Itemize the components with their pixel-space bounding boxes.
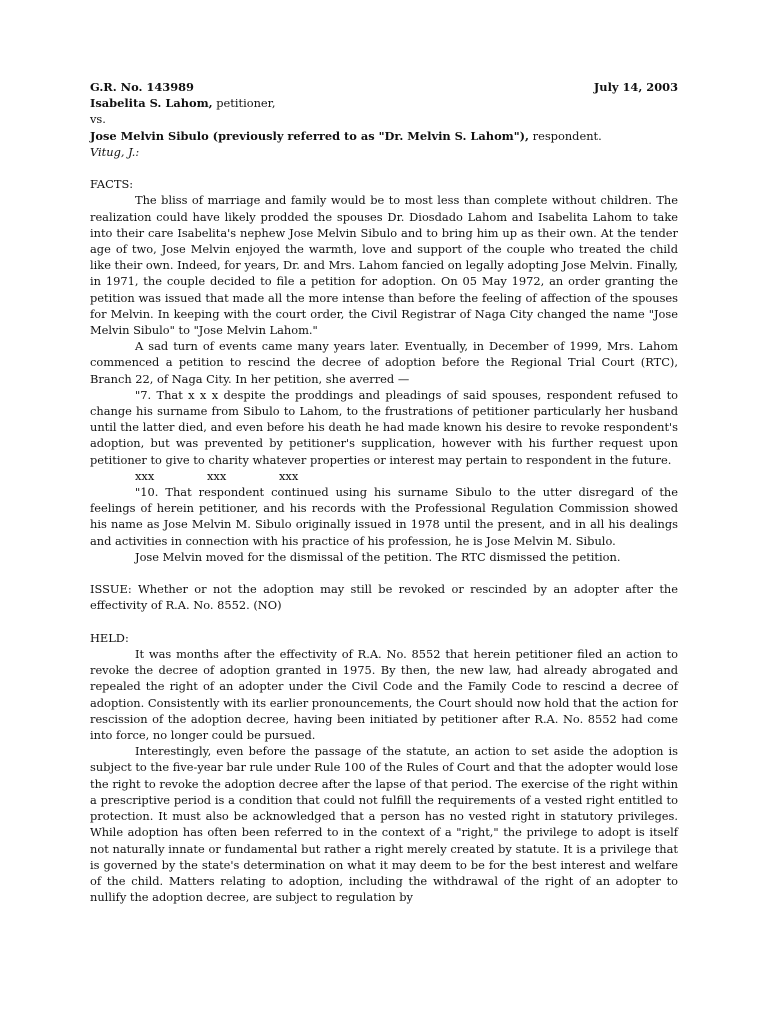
facts-paragraph: The bliss of marriage and family would be to most less than complete without children. The realization could have likely prodded the spouses Dr. Diosdado Lahom and Isabelita Lahom to take into their care Isabelita's nephew Jose Melvin Sibulo and to bring him up as their own. At the tender age of two, Jose Melvin enjoyed the warmth, love and support of the couple who treated the child like their own. Indeed, for years, Dr. and Mrs. Lahom fancied on legally adopting Jose Melvin. Finally, in 1971, the couple decided to file a petition for adoption. On 05 May 1972, an order granting the petition was issued that made all the more intense than before the feeling of affection of the spouses for Melvin. In keeping with the court order, the Civil Registrar of Naga City changed the name "Jose Melvin Sibulo" to "Jose Melvin Lahom." — [90, 193, 678, 338]
spacer — [90, 565, 678, 581]
held-heading: HELD: — [90, 630, 129, 645]
facts-quote-paragraph: "10. That respondent continued using his surname Sibulo to the utter disregard of the feelings of herein petitioner, and his records with the Professional Regulation Commission showed his name as Jose Melvin M. Sibulo originally issued in 1978 until the present, and in all his dealings and activities in connection with his practice of his profession, he is Jose Melvin M. Sibulo. — [90, 485, 678, 548]
respondent-name: Jose Melvin Sibulo (previously referred to as "Dr. Melvin S. Lahom"), — [90, 128, 530, 143]
decision-date: July 14, 2003 — [593, 80, 678, 94]
case-header-row — [90, 79, 678, 95]
facts-heading: FACTS: — [90, 177, 134, 192]
versus-line: vs. — [90, 112, 106, 127]
respondent-line — [90, 128, 678, 144]
facts-paragraph: A sad turn of events came many years later. Eventually, in December of 1999, Mrs. Lahom commenced a petition to rescind the decree of adoption before the Regional Trial Court (RTC), Branch 22, of Naga City. In her petition, she averred — — [90, 339, 678, 386]
spacer — [90, 614, 678, 630]
ellipsis-mark: xxx — [207, 468, 227, 483]
facts-quote-paragraph: "7. That x x x despite the proddings and pleadings of said spouses, respondent refused to change his surname from Sibulo to Lahom, to the frustrations of petitioner particularly her husband until the latter died, and even before his death he had made known his desire to revoke respondent's adoption, but was prevented by petitioner's supplication, however with his further request upon petitioner to give to charity whatever properties or interest may pertain to respondent in the future. — [90, 387, 678, 467]
ellipsis-mark: xxx — [279, 468, 299, 483]
ellipsis-row — [90, 468, 678, 484]
gr-number: G.R. No. 143989 — [90, 80, 194, 94]
facts-paragraph: Jose Melvin moved for the dismissal of the petition. The RTC dismissed the petition. — [135, 549, 621, 564]
ellipsis-mark: xxx — [135, 468, 155, 483]
respondent-role: respondent. — [529, 128, 602, 143]
petitioner-role: petitioner, — [212, 96, 276, 111]
spacer — [90, 160, 678, 176]
ponente: Vitug, J.: — [90, 144, 140, 159]
document-page — [90, 79, 678, 905]
petitioner-name: Isabelita S. Lahom, — [90, 96, 213, 111]
petitioner-line — [90, 95, 678, 111]
held-paragraph: Interestingly, even before the passage of the statute, an action to set aside the adoption is subject to the five-year bar rule under Rule 100 of the Rules of Court and that the adopter would lose the right to revoke the adoption decree after the lapse of that period. The exercise of the right within a prescriptive period is a condition that could not fulfill the requirements of a vested right entitled to protection. It must also be acknowledged that a person has no vested right in statutory privileges. While adoption has often been referred to in the context of a "right," the privilege to adopt is itself not naturally innate or fundamental but rather a right merely created by statute. It is a privilege that is governed by the state's determination on what it may deem to be for the best interest and welfare of the child. Matters relating to adoption, including the withdrawal of the right of an adopter to nullify the adoption decree, are subject to regulation by — [90, 744, 678, 905]
issue-text: ISSUE: Whether or not the adoption may still be revoked or rescinded by an adopter after the effectivity of R.A. No. 8552. (NO) — [90, 582, 678, 613]
held-paragraph: It was months after the effectivity of R.A. No. 8552 that herein petitioner filed an action to revoke the decree of adoption granted in 1975. By then, the new law, had already abrogated and repealed the right of an adopter under the Civil Code and the Family Code to rescind a decree of adoption. Consistently with its earlier pronouncements, the Court should now hold that the action for rescission of the adoption decree, having been initiated by petitioner after R.A. No. 8552 had come into force, no longer could be pursued. — [90, 647, 678, 743]
